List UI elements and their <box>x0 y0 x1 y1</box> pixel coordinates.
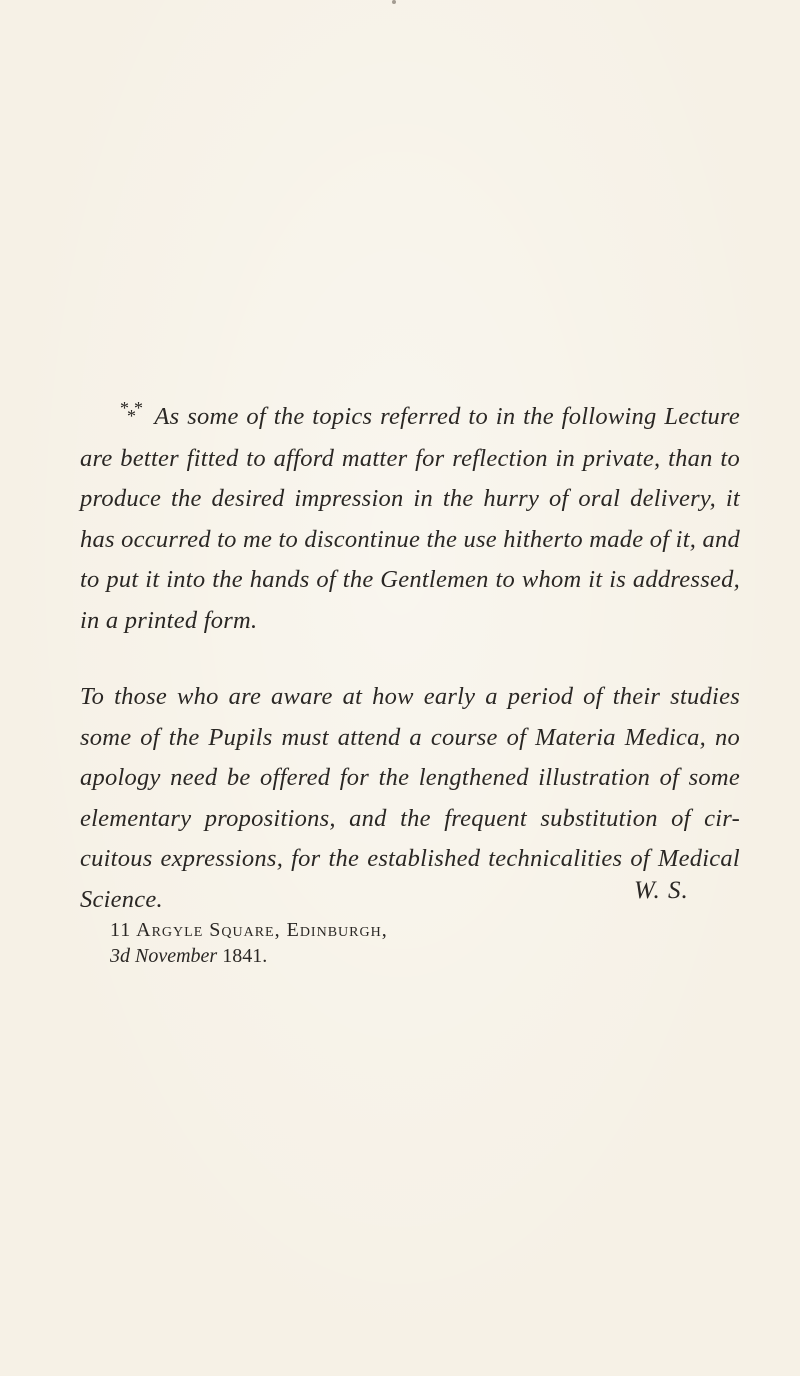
text-line: To those who are aware at how early a period of their studies <box>80 683 740 710</box>
address-block <box>110 917 388 969</box>
date-month: November <box>135 945 218 967</box>
text-line: elementary propositions, and the frequent substitution of cir- <box>80 804 740 832</box>
text-line: has occurred to me to discontinue the use hitherto made of it, and <box>80 525 740 553</box>
text-line: Science. <box>80 885 163 913</box>
text-line: in a printed form. <box>80 606 258 634</box>
text-line: some of the Pupils must attend a course of Materia Medica, no <box>80 723 740 751</box>
date-line <box>110 943 388 969</box>
text-line: cuitous expressions, for the established technicalities of Medical <box>80 845 740 872</box>
text-line: are better fitted to afford matter for reflection in private, than to <box>80 444 740 472</box>
address-line: 11 Argyle Square, Edinburgh, <box>110 919 388 941</box>
asterism-mark: *** <box>120 398 141 426</box>
date-day: 3d <box>110 945 130 967</box>
author-signature: W. S. <box>634 877 689 904</box>
text-line: *** As some of the topics referred to in the following Lecture <box>120 398 741 430</box>
text-line: to put it into the hands of the Gentlemen to whom it is addressed, <box>80 566 740 593</box>
text-line: apology need be offered for the lengthened illustration of some <box>80 764 740 791</box>
text-line: produce the desired impression in the hurry of oral delivery, it <box>80 485 740 512</box>
preface-paragraph-1 <box>80 397 740 641</box>
ink-speck <box>392 0 396 4</box>
date-year: 1841. <box>222 945 268 967</box>
